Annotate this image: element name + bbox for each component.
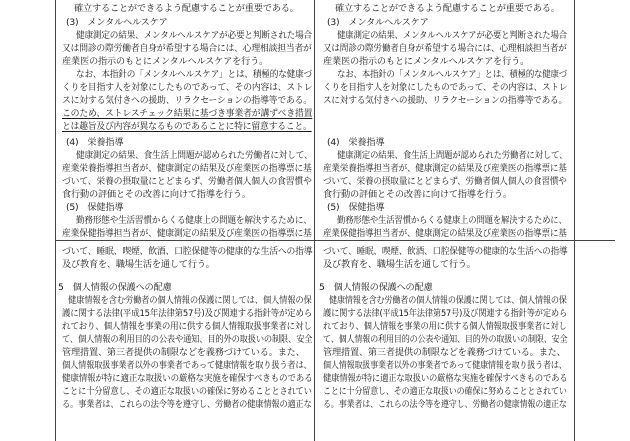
text-line: れており、個人情報を事業の用に供する個人情報取扱事業者に対し [62, 321, 312, 332]
text-line: 食行動の評価とその改善に向けて指導を行う。 [323, 189, 512, 200]
text-line: 健康情報を含む労働者の個人情報の保護に関しては、個人情報の保 [329, 295, 567, 306]
text-line: 産業医の指示のもとにメンタルヘルスケアを行う。 [62, 56, 269, 67]
text-line: る。事業者は、これらの法令等を遵守し、労働者の健康情報の適正な [323, 399, 567, 410]
text-line: ことに十分留意し、その適正な取扱いの確保に努めることとされてい [323, 386, 567, 397]
text-line: 護に関する法律(平成15年法律第57号)及び関連する指針等が定めら [323, 308, 568, 319]
text-line: 管理措置、第三者提供の制限などを義務づけている。また、 [323, 347, 566, 358]
text-line: 健康測定の結果、メンタルヘルスケアが必要と判断された場合 [337, 30, 568, 41]
text-line: 管理措置、第三者提供の制限などを義務づけている。また、 [62, 347, 305, 358]
text-line: 産業保健指導担当者が、健康測定の結果及び産業医の指導票に基 [323, 228, 567, 239]
section-heading-privacy: 5 個人情報の保護への配慮 [58, 282, 172, 293]
text-line: 勤務形態や生活習慣からくる健康上の問題を解決するために、 [337, 215, 567, 226]
text-line: て、個人情報の利用目的の公表や通知、目的外の取扱いの制限、安全 [62, 334, 313, 345]
text-line: 産業栄養指導担当者が、健康測定の結果及び産業医の指導票に基 [323, 163, 567, 174]
text-line: 確立することができるよう配慮することが重要である。 [335, 3, 560, 14]
item-heading-mental-health: (3) メンタルヘルスケア [327, 17, 429, 28]
section-heading-privacy: 5 個人情報の保護への配慮 [319, 282, 433, 293]
text-line: づいて、栄養の摂取量にとどまらず、労働者個人個人の食習慣や [62, 176, 312, 187]
item-heading-nutrition: (4) 栄養指導 [66, 137, 124, 148]
left-border [55, 0, 56, 441]
text-line: 健康測定の結果、メンタルヘルスケアが必要と判断された場合 [76, 30, 313, 41]
text-line: 又は問診の際労働者自身が希望する場合には、心理相談担当者が [62, 43, 312, 54]
text-line: 健康情報が特に適正な取扱いの厳格な実施を確保すべきものである [323, 373, 568, 384]
center-divider [314, 0, 315, 441]
text-line: 産業栄養指導担当者が、健康測定の結果及び産業医の指導票に基 [62, 163, 312, 174]
text-line: る。事業者は、これらの法令等を遵守し、労働者の健康情報の適正な [62, 399, 312, 410]
item-heading-mental-health: (3) メンタルヘルスケア [66, 17, 168, 28]
text-line: づいて、栄養の摂取量にとどまらず、労働者個人個人の食習慣や [323, 176, 567, 187]
underlined-added-text: このため、ストレスチェック結果に基づき事業者が講ずべき措置 [62, 108, 313, 119]
text-line: 確立することができるよう配慮することが重要である。 [74, 3, 299, 14]
text-line: 健康測定の結果、食生活上問題が認められた労働者に対して、 [337, 150, 568, 161]
text-line: 食行動の評価とその改善に向けて指導を行う。 [62, 189, 251, 200]
text-line: づいて、睡眠、喫煙、飲酒、口腔保健等の健康的な生活への指導 [323, 246, 568, 257]
text-line: 健康情報が特に適正な取扱いの厳格な実施を確保すべきものである [62, 373, 313, 384]
text-line: 産業保健指導担当者が、健康測定の結果及び産業医の指導票に基 [62, 228, 312, 239]
item-heading-health-guidance: (5) 保健指導 [66, 202, 124, 213]
text-line: 健康測定の結果、食生活上問題が認められた労働者に対して、 [76, 150, 313, 161]
text-line: 個人情報取扱事業者以外の事業者であって健康情報を取り扱う者は、 [62, 360, 312, 371]
text-line: 個人情報取扱事業者以外の事業者であって健康情報を取り扱う者は、 [323, 360, 567, 371]
text-line: 及び教育を、職場生活を通して行う。 [323, 259, 476, 270]
text-line: なお、本指針の「メンタルヘルスケア」とは、積極的な健康づ [76, 69, 313, 80]
text-line: 勤務形態や生活習慣からくる健康上の問題を解決するために、 [76, 215, 312, 226]
section-separator-line [55, 240, 615, 241]
text-line: て、個人情報の利用目的の公表や通知、目的外の取扱いの制限、安全 [323, 334, 568, 345]
text-line: 護に関する法律(平成15年法律第57号)及び関連する指針等が定めら [62, 308, 313, 319]
text-line: ことに十分留意し、その適正な取扱いの確保に努めることとされてい [62, 386, 312, 397]
text-line: スに対する気付きへの援助、リラクセーションの指導等である。 [62, 95, 312, 106]
text-line: くりを目指す人を対象にしたものであって、その内容は、ストレ [62, 82, 313, 93]
text-line: 健康情報を含む労働者の個人情報の保護に関しては、個人情報の保 [68, 295, 312, 306]
text-line: 産業医の指示のもとにメンタルヘルスケアを行う。 [323, 56, 530, 67]
item-heading-health-guidance: (5) 保健指導 [327, 202, 385, 213]
text-line: 及び教育を、職場生活を通して行う。 [62, 259, 215, 270]
text-line: くりを目指す人を対象にしたものであって、その内容は、ストレ [323, 82, 568, 93]
text-line: づいて、睡眠、喫煙、飲酒、口腔保健等の健康的な生活への指導 [62, 246, 313, 257]
text-line: なお、本指針の「メンタルヘルスケア」とは、積極的な健康づ [337, 69, 568, 80]
item-heading-nutrition: (4) 栄養指導 [327, 137, 385, 148]
underlined-added-text: とは趣旨及び内容が異なるものであることに特に留意すること。 [62, 121, 312, 132]
text-line: 又は問診の際労働者自身が希望する場合には、心理相談担当者が [323, 43, 567, 54]
right-border [574, 0, 575, 441]
text-line: れており、個人情報を事業の用に供する個人情報取扱事業者に対し [323, 321, 567, 332]
text-line: スに対する気付きへの援助、リラクセーションの指導等である。 [323, 95, 567, 106]
